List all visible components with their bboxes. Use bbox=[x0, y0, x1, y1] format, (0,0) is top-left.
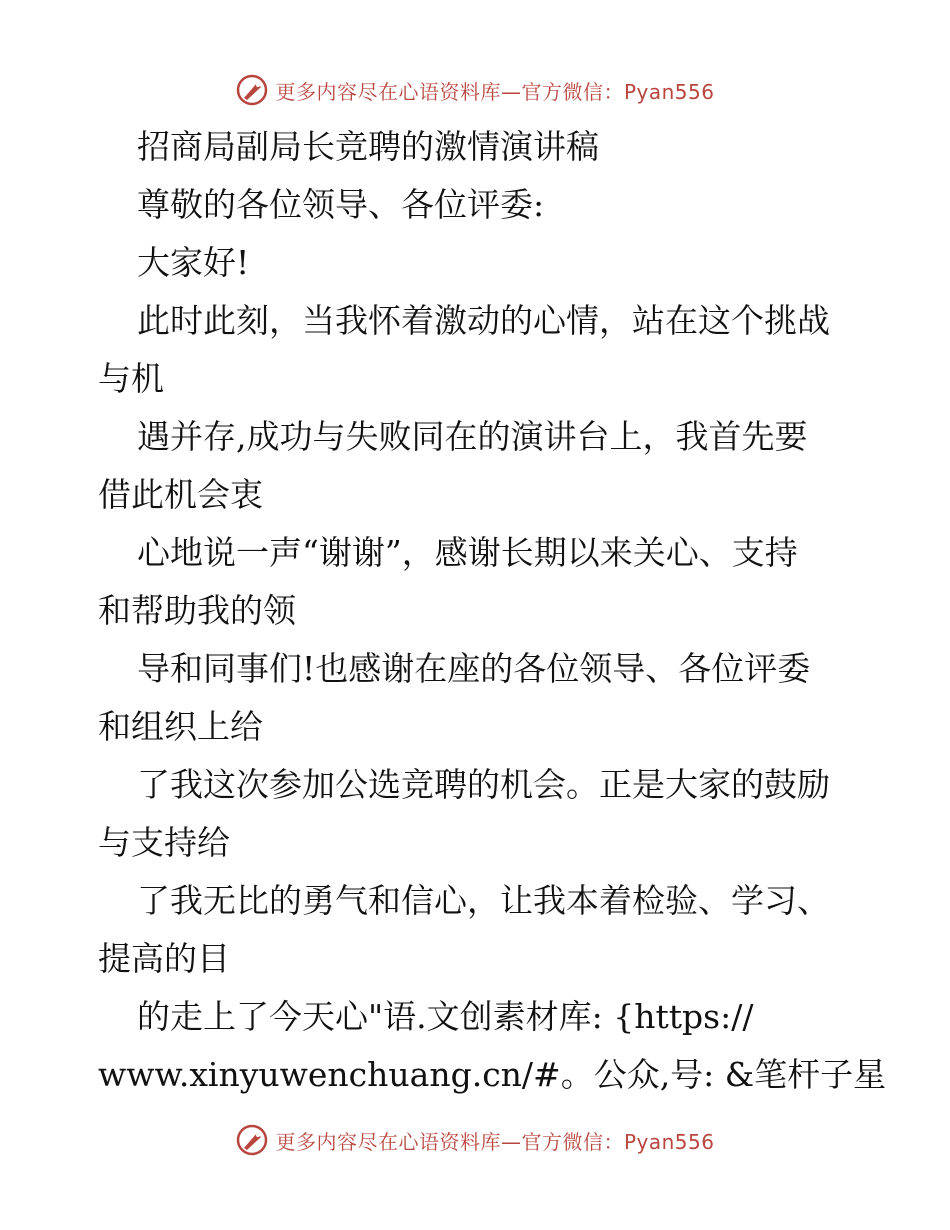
paragraph-line: 借此机会衷 bbox=[98, 475, 263, 514]
fountain-pen-seal-icon bbox=[235, 73, 269, 107]
fountain-pen-seal-icon bbox=[235, 1123, 269, 1157]
paragraph-line: 的走上了今天心"语.文创素材库: {https:// bbox=[137, 997, 754, 1036]
salutation: 尊敬的各位领导、各位评委: bbox=[137, 185, 545, 224]
paragraph-line: 与机 bbox=[98, 359, 164, 398]
paragraph-line: 与支持给 bbox=[98, 823, 230, 862]
document-body bbox=[98, 118, 887, 1104]
footer-banner bbox=[0, 1122, 950, 1158]
paragraph-line: 提高的目 bbox=[98, 939, 230, 978]
greeting: 大家好! bbox=[137, 243, 250, 282]
paragraph-line: 遇并存,成功与失败同在的演讲台上，我首先要 bbox=[137, 417, 808, 456]
paragraph-line: 此时此刻，当我怀着激动的心情，站在这个挑战 bbox=[137, 301, 830, 340]
paragraph-line: 心地说一声“谢谢”，感谢长期以来关心、支持 bbox=[137, 533, 798, 572]
paragraph-line: 导和同事们!也感谢在座的各位领导、各位评委 bbox=[137, 649, 811, 688]
paragraph-line: 和组织上给 bbox=[98, 707, 263, 746]
paragraph-line: 和帮助我的领 bbox=[98, 591, 296, 630]
document-title: 招商局副局长竞聘的激情演讲稿 bbox=[137, 127, 599, 166]
paragraph-line: www.xinyuwenchuang.cn/#。公众,号: &笔杆子星 bbox=[98, 1055, 887, 1094]
paragraph-line: 了我这次参加公选竞聘的机会。正是大家的鼓励 bbox=[137, 765, 830, 804]
footer-banner-text: 更多内容尽在心语资料库—官方微信：Pyan556 bbox=[275, 1129, 715, 1154]
header-banner bbox=[0, 72, 950, 108]
header-banner-text: 更多内容尽在心语资料库—官方微信：Pyan556 bbox=[275, 79, 715, 104]
paragraph-line: 了我无比的勇气和信心，让我本着检验、学习、 bbox=[137, 881, 830, 920]
